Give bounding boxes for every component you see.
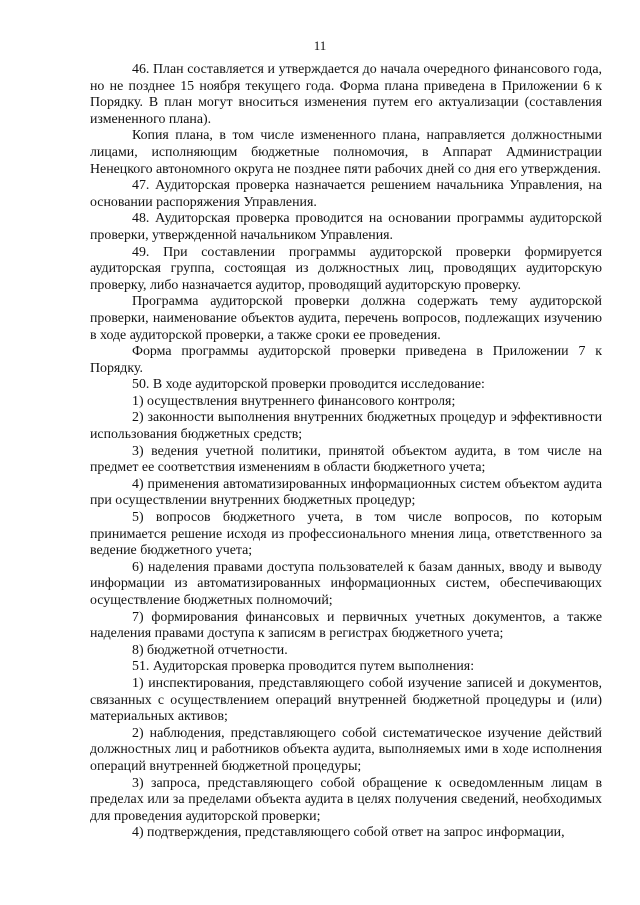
list-item-50-4: 4) применения автоматизированных информационных систем объектом аудита при осуществлении внутренних бюджетных процедур; bbox=[90, 476, 602, 509]
list-item-51-2: 2) наблюдения, представляющего собой систематическое изучение действий должностных лиц и работников объекта аудита, выполняемых ими в ходе исполнения операций внутренней бюджетной процедуры; bbox=[90, 725, 602, 774]
list-item-50-3: 3) ведения учетной политики, принятой объектом аудита, в том числе на предмет ее соответствия изменениям в области бюджетного учета; bbox=[90, 443, 602, 476]
document-body bbox=[90, 62, 602, 842]
list-item-51-1: 1) инспектирования, представляющего собой изучение записей и документов, связанных с осуществлением операций внутренней бюджетной процедуры и (или) материальных активов; bbox=[90, 675, 602, 725]
paragraph-46: 46. План составляется и утверждается до начала очередного финансового года, но не позднее 15 ноября текущего года. Форма плана приведена в Приложении 6 к Порядку. В план могут вноситься изменения путем его актуализации (составления измененного плана). bbox=[90, 62, 602, 127]
paragraph-49: 49. При составлении программы аудиторской проверки формируется аудиторская группа, состоящая из должностных лиц, проводящих аудиторскую проверку, либо назначается аудитор, проводящий аудиторскую проверку. bbox=[90, 244, 602, 293]
list-item-50-7: 7) формирования финансовых и первичных учетных документов, а также наделения правами доступа к записям в регистрах бюджетного учета; bbox=[90, 609, 602, 642]
paragraph-50: 50. В ходе аудиторской проверки проводится исследование: bbox=[132, 377, 485, 393]
list-item-50-6: 6) наделения правами доступа пользователей к базам данных, вводу и выводу информации из автоматизированных информационных систем, обеспечивающих осуществление бюджетных полномочий; bbox=[90, 559, 602, 608]
paragraph-46-copy: Копия плана, в том числе измененного плана, направляется должностными лицами, исполняющим бюджетные полномочия, в Аппарат Администрации Ненецкого автономного округа не позднее пяти рабочих дней со дня его утверждения. bbox=[90, 128, 602, 177]
list-item-50-1: 1) осуществления внутреннего финансового контроля; bbox=[132, 393, 456, 409]
paragraph-51: 51. Аудиторская проверка проводится путем выполнения: bbox=[132, 659, 475, 675]
list-item-51-3: 3) запроса, представляющего собой обращение к осведомленным лицам в пределах или за пределами объекта аудита в целях получения сведений, необходимых для проведения аудиторской проверки; bbox=[90, 775, 602, 824]
list-item-50-2: 2) законности выполнения внутренних бюджетных процедур и эффективности использования бюджетных средств; bbox=[90, 410, 602, 443]
list-item-50-5: 5) вопросов бюджетного учета, в том числе вопросов, по которым принимается решение исходя из профессионального мнения лица, ответственного за ведение бюджетного учета; bbox=[90, 510, 602, 559]
page-number: 11 bbox=[313, 38, 327, 53]
paragraph-49-program: Программа аудиторской проверки должна содержать тему аудиторской проверки, наименование объектов аудита, перечень вопросов, подлежащих изучению в ходе аудиторской проверки, а также сроки ее проведения. bbox=[90, 294, 602, 343]
paragraph-49-form: Форма программы аудиторской проверки приведена в Приложении 7 к Порядку. bbox=[90, 344, 602, 376]
paragraph-48: 48. Аудиторская проверка проводится на основании программы аудиторской проверки, утвержденной начальником Управления. bbox=[90, 211, 602, 243]
paragraph-47: 47. Аудиторская проверка назначается решением начальника Управления, на основании распоряжения Управления. bbox=[90, 178, 602, 210]
list-item-51-4: 4) подтверждения, представляющего собой ответ на запрос информации, bbox=[132, 825, 565, 841]
list-item-50-8: 8) бюджетной отчетности. bbox=[132, 642, 288, 658]
